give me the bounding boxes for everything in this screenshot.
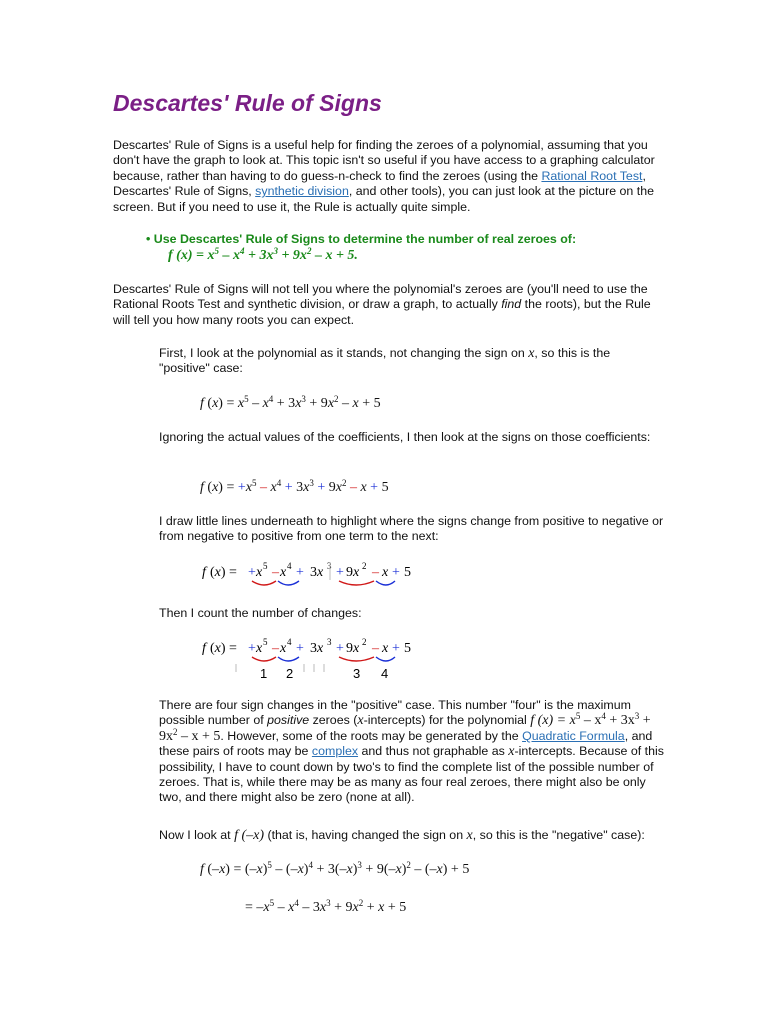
svg-text:(x) =: (x) =: [210, 565, 237, 580]
svg-text:x: x: [280, 641, 287, 656]
rational-root-test-link[interactable]: Rational Root Test: [541, 168, 643, 183]
paragraph-four-changes: There are four sign changes in the "positive" case. This number "four" is the maximum possible number of positive zeroes (x-intercepts) for the polynomial f $(x) = x^5 - x^4 + 3x^3 + 9x^2 - x + 5$. However, some of the roots may be generated by the Quadratic Formula, and these pairs of roots may be complex and thus not graphable as x-intercepts. Because of this possibility, I have to count down by two's to find the complete list of the possible number of zeroes. That is, while there may be as many as four real zeroes, there might also be only two, and there might also be zero (none at all).: [159, 698, 664, 805]
svg-text:5: 5: [404, 565, 411, 580]
arc-change-1: [252, 581, 276, 585]
arc-change-3: [339, 581, 374, 585]
svg-text:2: 2: [362, 637, 367, 647]
svg-text:+: +: [248, 565, 256, 580]
step-lines: I draw little lines underneath to highlight where the signs change from positive to negative or from negative to positive from one term to the next:: [159, 514, 664, 544]
svg-text:f: f: [202, 565, 206, 580]
equation-negative-1: f $(-x) = (-x)^5 - (-x)^4 + 3(-x)^3 + 9(-x)^2 - (-x) + 5$: [200, 860, 470, 877]
svg-text:5: 5: [404, 641, 411, 656]
svg-text:–: –: [272, 641, 279, 656]
task-label: Use Descartes' Rule of Signs to determine the number of real zeroes of:: [153, 232, 577, 246]
count-label-1: 1: [260, 666, 268, 681]
equation-positive: f $(x) = x^5 - x^4 + 3x^3 + 9x^2 - x + 5$: [200, 394, 381, 411]
svg-text:9x: 9x: [346, 641, 360, 656]
svg-text:f: f: [202, 641, 206, 656]
svg-text:3x: 3x: [310, 641, 324, 656]
svg-text:x: x: [280, 565, 287, 580]
step-negative-case: Now I look at f (–x) (that is, having changed the sign on x, so this is the "negative" case):: [159, 828, 645, 843]
step-positive-case: First, I look at the polynomial as it stands, not changing the sign on x, so this is the "positive" case:: [159, 346, 611, 376]
svg-text:3: 3: [327, 637, 332, 647]
svg-text:+: +: [336, 565, 344, 580]
count-label-4: 4: [381, 666, 389, 681]
equation-negative-2: = $-x^5 - x^4 - 3x^3 + 9x^2 + x + 5$: [245, 898, 407, 915]
equation-colored-signs: f $(x) = +x^5 - x^4 + 3x^3 + 9x^2 - x + 5$: [200, 478, 389, 495]
task-bullet: [146, 231, 666, 264]
svg-text:(x) =: (x) =: [210, 641, 237, 656]
svg-text:+: +: [392, 641, 400, 656]
step-signs: Ignoring the actual values of the coefficients, I then look at the signs on those coefficients:: [159, 430, 651, 444]
task-equation: f $(x) = x^5 - x^4 + 3x^3 + 9x^2 - x + 5$.: [168, 246, 358, 263]
svg-text:2: 2: [362, 561, 367, 571]
intro-text-1: Descartes' Rule of Signs is a useful help for finding the zeroes of a polynomial, assuming that you don't have the graph to look at. This topic isn't so useful if you have access to a graphing calculator because, rather than having to do guess-n-check to find the zeroes (using the: [113, 138, 655, 183]
svg-text:+: +: [296, 565, 304, 580]
svg-text:5: 5: [263, 561, 268, 571]
page-title: Descartes' Rule of Signs: [113, 90, 382, 116]
count-label-3: 3: [353, 666, 361, 681]
svg-text:+: +: [392, 565, 400, 580]
svg-text:x: x: [256, 641, 263, 656]
sign-change-figure: [196, 556, 426, 592]
arc-change-2: [278, 581, 299, 585]
paragraph-rule-limits: Descartes' Rule of Signs will not tell you where the polynomial's zeroes are (you'll need to use the Rational Roots Test and synthetic division, or draw a graph, to actually find the roots), but the Rule will tell you how many roots you can expect.: [113, 282, 651, 327]
svg-text:–: –: [372, 565, 379, 580]
step-count: Then I count the number of changes:: [159, 606, 362, 620]
svg-text:9x: 9x: [346, 565, 360, 580]
intro-text-2: , Descartes' Rule of Signs,: [113, 168, 646, 199]
synthetic-division-link[interactable]: synthetic division: [255, 184, 349, 199]
intro-text-3: , and other tools), you can just look at the picture on the screen. But if you need to use it, the Rule is actually quite simple.: [113, 184, 654, 214]
svg-text:4: 4: [287, 561, 292, 571]
svg-text:x: x: [256, 565, 263, 580]
svg-text:+: +: [296, 641, 304, 656]
svg-text:3x: 3x: [310, 565, 324, 580]
svg-text:x: x: [382, 565, 389, 580]
svg-text:x: x: [382, 641, 389, 656]
complex-link[interactable]: complex: [311, 744, 359, 759]
svg-text:–: –: [272, 565, 279, 580]
svg-text:+: +: [248, 641, 256, 656]
svg-text:+: +: [336, 641, 344, 656]
intro-paragraph: [113, 138, 658, 215]
count-label-2: 2: [286, 666, 294, 681]
sign-count-figure: [196, 636, 426, 682]
bullet-marker: •: [146, 232, 151, 246]
svg-text:–: –: [372, 641, 379, 656]
svg-text:4: 4: [287, 637, 292, 647]
quadratic-formula-link[interactable]: Quadratic Formula: [522, 728, 625, 743]
svg-text:3: 3: [327, 561, 332, 571]
arc-change-4: [376, 581, 395, 585]
svg-text:5: 5: [263, 637, 268, 647]
